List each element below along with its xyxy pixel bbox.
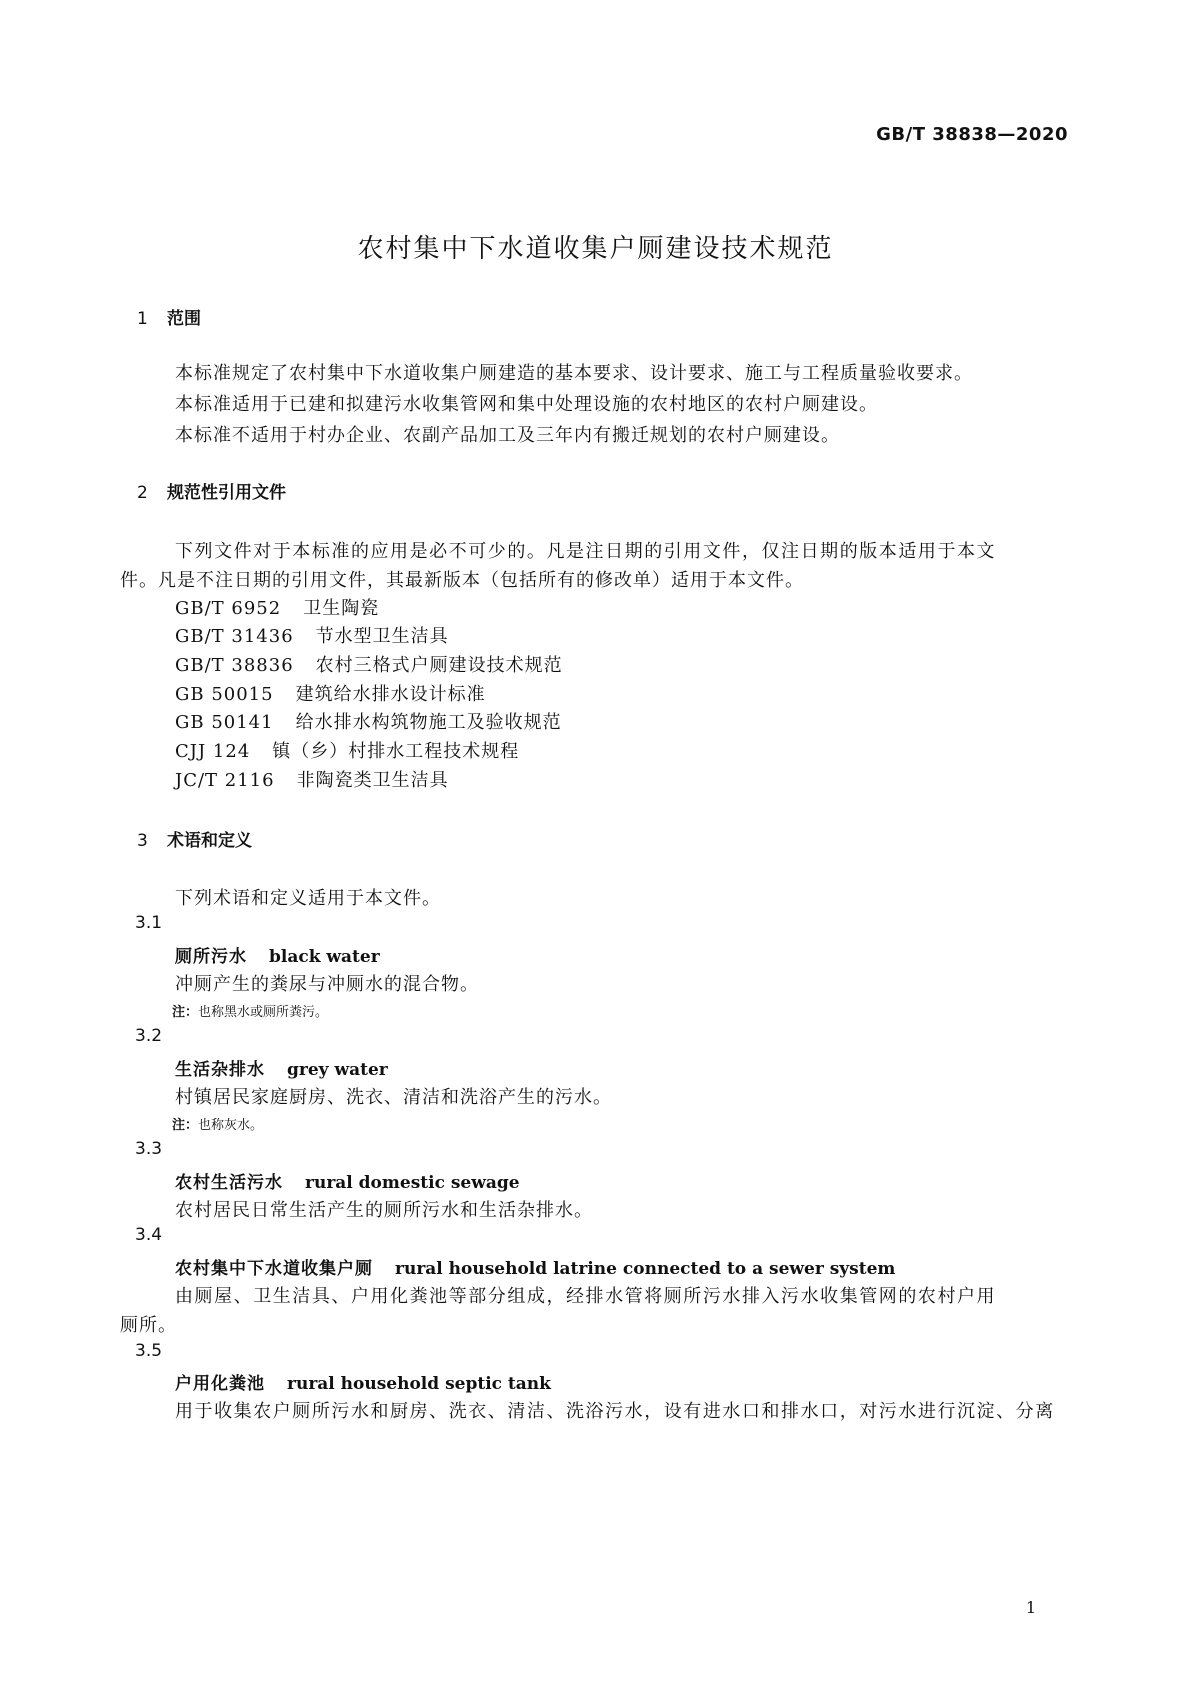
term-heading <box>175 1369 551 1394</box>
reference-item <box>175 680 486 706</box>
term-english: black water <box>269 947 380 967</box>
reference-title: 卫生陶瓷 <box>303 598 380 619</box>
note-label: 注： <box>172 1118 199 1133</box>
reference-code: GB/T 31436 <box>175 626 294 647</box>
paragraph: 本标准规定了农村集中下水道收集户厕建造的基本要求、设计要求、施工与工程质量验收要求。 <box>175 363 973 384</box>
term-definition: 村镇居民家庭厨房、洗衣、清洁和洗浴产生的污水。 <box>175 1087 612 1108</box>
term-definition-continuation: 厕所。 <box>120 1315 177 1336</box>
paragraph: 本标准不适用于村办企业、农副产品加工及三年内有搬迁规划的农村户厕建设。 <box>175 425 840 446</box>
standard-code: GB/T 38838—2020 <box>876 124 1068 145</box>
term-number: 3.1 <box>135 913 163 933</box>
reference-code: GB 50015 <box>175 684 274 705</box>
term-english: grey water <box>287 1060 388 1080</box>
page-number: 1 <box>1025 1598 1036 1617</box>
term-heading <box>175 1254 895 1279</box>
term-number: 3.4 <box>135 1225 163 1245</box>
term-note <box>172 1114 263 1133</box>
term-definition: 由厕屋、卫生洁具、户用化粪池等部分组成，经排水管将厕所污水排入污水收集管网的农村户用 <box>175 1286 997 1307</box>
reference-title: 镇（乡）村排水工程技术规程 <box>272 741 520 762</box>
note-label: 注： <box>172 1005 199 1020</box>
term-definition: 农村居民日常生活产生的厕所污水和生活杂排水。 <box>175 1200 593 1221</box>
term-chinese: 户用化粪池 <box>175 1374 265 1394</box>
term-definition: 用于收集农户厕所污水和厨房、洗衣、清洁、洗浴污水，设有进水口和排水口，对污水进行沉淀、分离 <box>175 1401 1055 1422</box>
reference-title: 农村三格式户厕建设技术规范 <box>315 655 563 676</box>
section-title: 术语和定义 <box>167 831 252 851</box>
section-3-heading <box>137 826 252 851</box>
term-number: 3.5 <box>135 1341 163 1361</box>
reference-title: 节水型卫生洁具 <box>315 626 449 647</box>
section-number: 2 <box>137 483 148 503</box>
term-english: rural domestic sewage <box>305 1173 520 1193</box>
term-chinese: 厕所污水 <box>175 947 247 967</box>
term-number: 3.2 <box>135 1026 163 1046</box>
term-note <box>172 1001 328 1020</box>
section-2-heading <box>137 478 286 503</box>
reference-item <box>175 651 563 677</box>
reference-item <box>175 594 379 620</box>
reference-item <box>175 737 519 763</box>
section-number: 1 <box>137 309 148 329</box>
paragraph-continuation: 件。凡是不注日期的引用文件，其最新版本（包括所有的修改单）适用于本文件。 <box>120 570 804 591</box>
section-title: 范围 <box>167 309 201 329</box>
term-chinese: 农村集中下水道收集户厕 <box>175 1259 373 1279</box>
reference-code: GB/T 6952 <box>175 598 282 619</box>
note-text: 也称灰水。 <box>198 1118 264 1133</box>
reference-item <box>175 766 449 792</box>
term-heading <box>175 1055 388 1080</box>
term-chinese: 生活杂排水 <box>175 1060 265 1080</box>
reference-title: 给水排水构筑物施工及验收规范 <box>295 712 562 733</box>
term-english: rural household latrine connected to a sewer system <box>395 1259 896 1279</box>
term-chinese: 农村生活污水 <box>175 1173 283 1193</box>
section-title: 规范性引用文件 <box>167 483 286 503</box>
reference-item <box>175 708 562 734</box>
term-definition: 冲厕产生的粪尿与冲厕水的混合物。 <box>175 974 479 995</box>
section-number: 3 <box>137 831 148 851</box>
document-title: 农村集中下水道收集户厕建设技术规范 <box>357 234 834 264</box>
term-heading <box>175 942 380 967</box>
section-1-heading <box>137 304 201 329</box>
term-heading <box>175 1168 520 1193</box>
reference-item <box>175 622 449 648</box>
reference-title: 非陶瓷类卫生洁具 <box>296 770 449 791</box>
reference-code: GB 50141 <box>175 712 274 733</box>
term-english: rural household septic tank <box>287 1374 551 1394</box>
paragraph: 本标准适用于已建和拟建污水收集管网和集中处理设施的农村地区的农村户厕建设。 <box>175 394 878 415</box>
paragraph: 下列术语和定义适用于本文件。 <box>175 888 441 909</box>
term-number: 3.3 <box>135 1139 163 1159</box>
paragraph: 下列文件对于本标准的应用是必不可少的。凡是注日期的引用文件，仅注日期的版本适用于本文 <box>175 541 997 562</box>
note-text: 也称黑水或厕所粪污。 <box>198 1005 329 1020</box>
reference-code: JC/T 2116 <box>175 770 275 791</box>
reference-title: 建筑给水排水设计标准 <box>295 684 486 705</box>
reference-code: CJJ 124 <box>175 741 251 762</box>
reference-code: GB/T 38836 <box>175 655 294 676</box>
